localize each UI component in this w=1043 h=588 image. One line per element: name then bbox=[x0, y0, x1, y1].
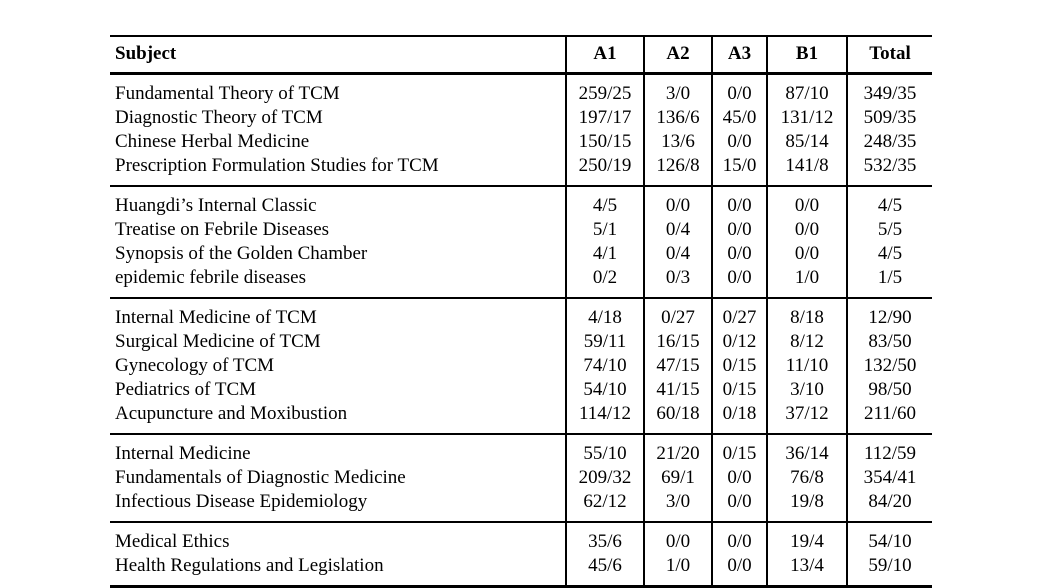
score-cell-a1: 74/10 bbox=[566, 354, 644, 378]
score-cell-b1: 87/10 bbox=[767, 74, 847, 107]
score-cell-a2: 21/20 bbox=[644, 434, 712, 466]
subject-cell: Synopsis of the Golden Chamber bbox=[115, 243, 368, 264]
column-header-a1: A1 bbox=[566, 36, 644, 74]
score-cell-a3: 0/0 bbox=[712, 522, 767, 554]
subject-scores-table bbox=[110, 35, 932, 588]
score-cell-total: 211/60 bbox=[847, 402, 932, 434]
score-cell-b1: 131/12 bbox=[767, 106, 847, 130]
table-container bbox=[110, 35, 932, 588]
table-row bbox=[110, 554, 932, 587]
table-row bbox=[110, 522, 932, 554]
score-cell-a2: 3/0 bbox=[644, 490, 712, 522]
score-cell-a2: 3/0 bbox=[644, 74, 712, 107]
table-row bbox=[110, 186, 932, 218]
subject-cell: Infectious Disease Epidemiology bbox=[115, 491, 368, 512]
table-row bbox=[110, 218, 932, 242]
table-group-5 bbox=[110, 522, 932, 587]
score-cell-b1: 8/18 bbox=[767, 298, 847, 330]
score-cell-a3: 0/15 bbox=[712, 354, 767, 378]
subject-cell: Treatise on Febrile Diseases bbox=[115, 219, 330, 240]
column-header-b1: B1 bbox=[767, 36, 847, 74]
subject-cell: Huangdi’s Internal Classic bbox=[110, 186, 566, 218]
score-cell-total: 4/5 bbox=[847, 242, 932, 266]
subject-cell: Surgical Medicine of TCM bbox=[115, 331, 321, 352]
score-cell-a1: 4/1 bbox=[566, 242, 644, 266]
score-cell-a2: 0/3 bbox=[644, 266, 712, 298]
score-cell-a2: 60/18 bbox=[644, 402, 712, 434]
table-header bbox=[110, 36, 932, 74]
score-cell-b1: 19/4 bbox=[767, 522, 847, 554]
subject-cell: Fundamentals of Diagnostic Medicine bbox=[115, 467, 406, 488]
subject-cell: Chinese Herbal Medicine bbox=[115, 131, 310, 152]
score-cell-a2: 16/15 bbox=[644, 330, 712, 354]
score-cell-a3: 0/15 bbox=[712, 378, 767, 402]
table-row bbox=[110, 330, 932, 354]
subject-cell: Prescription Formulation Studies for TCM bbox=[115, 155, 439, 176]
table-row bbox=[110, 490, 932, 522]
score-cell-total: 5/5 bbox=[847, 218, 932, 242]
header-row bbox=[110, 36, 932, 74]
score-cell-b1: 11/10 bbox=[767, 354, 847, 378]
score-cell-total: 59/10 bbox=[847, 554, 932, 587]
score-cell-b1: 19/8 bbox=[767, 490, 847, 522]
score-cell-a2: 126/8 bbox=[644, 154, 712, 186]
score-cell-total: 112/59 bbox=[847, 434, 932, 466]
score-cell-b1: 0/0 bbox=[767, 218, 847, 242]
score-cell-b1: 13/4 bbox=[767, 554, 847, 587]
score-cell-a2: 136/6 bbox=[644, 106, 712, 130]
column-header-a3: A3 bbox=[712, 36, 767, 74]
score-cell-total: 532/35 bbox=[847, 154, 932, 186]
score-cell-a2: 41/15 bbox=[644, 378, 712, 402]
score-cell-a1: 59/11 bbox=[566, 330, 644, 354]
score-cell-a3: 0/18 bbox=[712, 402, 767, 434]
score-cell-a3: 0/15 bbox=[712, 434, 767, 466]
score-cell-b1: 0/0 bbox=[767, 242, 847, 266]
score-cell-a2: 47/15 bbox=[644, 354, 712, 378]
table-row bbox=[110, 242, 932, 266]
score-cell-a3: 15/0 bbox=[712, 154, 767, 186]
subject-cell: epidemic febrile diseases bbox=[115, 267, 306, 288]
score-cell-b1: 0/0 bbox=[767, 186, 847, 218]
score-cell-a1: 4/5 bbox=[566, 186, 644, 218]
score-cell-a1: 209/32 bbox=[566, 466, 644, 490]
column-header-a2: A2 bbox=[644, 36, 712, 74]
score-cell-total: 349/35 bbox=[847, 74, 932, 107]
score-cell-a1: 0/2 bbox=[566, 266, 644, 298]
subject-cell: Internal Medicine of TCM bbox=[110, 298, 566, 330]
score-cell-a2: 0/0 bbox=[644, 522, 712, 554]
table-row bbox=[110, 130, 932, 154]
score-cell-b1: 8/12 bbox=[767, 330, 847, 354]
subject-cell: Medical Ethics bbox=[110, 522, 566, 554]
score-cell-a1: 114/12 bbox=[566, 402, 644, 434]
score-cell-b1: 85/14 bbox=[767, 130, 847, 154]
subject-cell: Gynecology of TCM bbox=[115, 355, 275, 376]
score-cell-a3: 0/0 bbox=[712, 266, 767, 298]
score-cell-a1: 62/12 bbox=[566, 490, 644, 522]
score-cell-a3: 0/12 bbox=[712, 330, 767, 354]
score-cell-a2: 69/1 bbox=[644, 466, 712, 490]
subject-cell: Health Regulations and Legislation bbox=[115, 555, 384, 576]
score-cell-a1: 55/10 bbox=[566, 434, 644, 466]
score-cell-total: 132/50 bbox=[847, 354, 932, 378]
score-cell-total: 509/35 bbox=[847, 106, 932, 130]
score-cell-a3: 0/0 bbox=[712, 130, 767, 154]
table-row bbox=[110, 402, 932, 434]
table-row bbox=[110, 154, 932, 186]
score-cell-a3: 0/0 bbox=[712, 218, 767, 242]
score-cell-a1: 150/15 bbox=[566, 130, 644, 154]
column-header-subject: Subject bbox=[110, 36, 566, 74]
score-cell-total: 84/20 bbox=[847, 490, 932, 522]
table-row bbox=[110, 354, 932, 378]
score-cell-a3: 0/0 bbox=[712, 554, 767, 587]
score-cell-a2: 0/4 bbox=[644, 242, 712, 266]
score-cell-a1: 259/25 bbox=[566, 74, 644, 107]
score-cell-a1: 35/6 bbox=[566, 522, 644, 554]
score-cell-a1: 45/6 bbox=[566, 554, 644, 587]
score-cell-b1: 1/0 bbox=[767, 266, 847, 298]
score-cell-b1: 76/8 bbox=[767, 466, 847, 490]
score-cell-total: 12/90 bbox=[847, 298, 932, 330]
score-cell-total: 248/35 bbox=[847, 130, 932, 154]
score-cell-b1: 36/14 bbox=[767, 434, 847, 466]
score-cell-b1: 3/10 bbox=[767, 378, 847, 402]
score-cell-a3: 45/0 bbox=[712, 106, 767, 130]
table-row bbox=[110, 106, 932, 130]
table-group-2 bbox=[110, 186, 932, 298]
score-cell-total: 83/50 bbox=[847, 330, 932, 354]
score-cell-total: 4/5 bbox=[847, 186, 932, 218]
score-cell-a1: 54/10 bbox=[566, 378, 644, 402]
score-cell-b1: 141/8 bbox=[767, 154, 847, 186]
score-cell-a1: 250/19 bbox=[566, 154, 644, 186]
table-group-1 bbox=[110, 74, 932, 187]
table-row bbox=[110, 266, 932, 298]
score-cell-a1: 4/18 bbox=[566, 298, 644, 330]
table-row bbox=[110, 378, 932, 402]
score-cell-a3: 0/0 bbox=[712, 242, 767, 266]
subject-cell: Fundamental Theory of TCM bbox=[110, 74, 566, 107]
score-cell-a2: 0/0 bbox=[644, 186, 712, 218]
score-cell-a1: 197/17 bbox=[566, 106, 644, 130]
table-group-3 bbox=[110, 298, 932, 434]
table-row bbox=[110, 298, 932, 330]
score-cell-total: 98/50 bbox=[847, 378, 932, 402]
score-cell-a3: 0/0 bbox=[712, 490, 767, 522]
table-row bbox=[110, 434, 932, 466]
column-header-total: Total bbox=[847, 36, 932, 74]
score-cell-a3: 0/0 bbox=[712, 186, 767, 218]
score-cell-b1: 37/12 bbox=[767, 402, 847, 434]
score-cell-total: 354/41 bbox=[847, 466, 932, 490]
score-cell-a1: 5/1 bbox=[566, 218, 644, 242]
score-cell-a3: 0/0 bbox=[712, 466, 767, 490]
subject-cell: Internal Medicine bbox=[110, 434, 566, 466]
table-row bbox=[110, 466, 932, 490]
score-cell-a2: 0/4 bbox=[644, 218, 712, 242]
score-cell-total: 1/5 bbox=[847, 266, 932, 298]
subject-cell: Diagnostic Theory of TCM bbox=[115, 107, 323, 128]
subject-cell: Acupuncture and Moxibustion bbox=[115, 403, 348, 424]
score-cell-total: 54/10 bbox=[847, 522, 932, 554]
subject-cell: Pediatrics of TCM bbox=[115, 379, 257, 400]
score-cell-a2: 0/27 bbox=[644, 298, 712, 330]
score-cell-a3: 0/0 bbox=[712, 74, 767, 107]
table-group-4 bbox=[110, 434, 932, 522]
table-row bbox=[110, 74, 932, 107]
score-cell-a2: 13/6 bbox=[644, 130, 712, 154]
score-cell-a2: 1/0 bbox=[644, 554, 712, 587]
score-cell-a3: 0/27 bbox=[712, 298, 767, 330]
